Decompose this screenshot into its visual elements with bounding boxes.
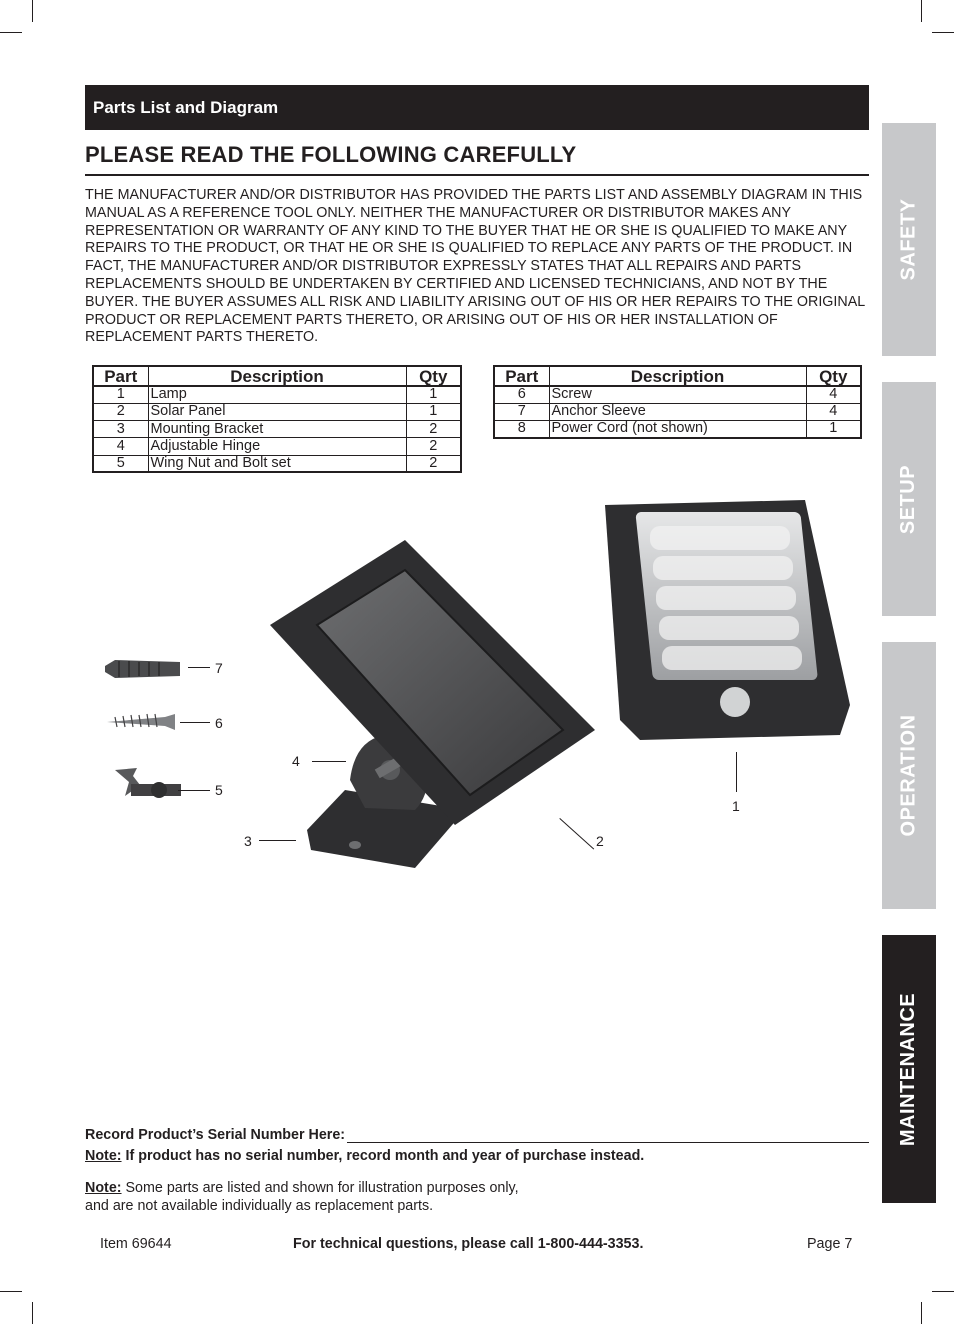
table-header-row [494, 366, 861, 386]
cell-description: Anchor Sleeve [549, 403, 806, 420]
cell-qty: 2 [406, 438, 461, 455]
cell-qty: 4 [806, 403, 861, 420]
cell-qty: 4 [806, 386, 861, 403]
cell-description: Solar Panel [148, 403, 406, 420]
parts-diagram [85, 490, 869, 880]
section-header: Parts List and Diagram [85, 85, 869, 130]
tab-safety[interactable] [882, 123, 936, 356]
parts-table-right [493, 365, 862, 439]
crop-mark [932, 1291, 954, 1292]
tab-operation[interactable] [882, 642, 936, 909]
anchor-sleeve-illustration [105, 660, 180, 678]
crop-mark [921, 0, 922, 22]
tab-setup[interactable] [882, 382, 936, 616]
cell-part: 2 [93, 403, 148, 420]
note-illustration [85, 1180, 585, 1215]
leader-line [178, 790, 210, 791]
table-row [93, 403, 461, 420]
leader-line [312, 761, 346, 762]
cell-description: Power Cord (not shown) [549, 421, 806, 438]
note-text: If product has no serial number, record month and year of purchase instead. [121, 1148, 645, 1164]
table-row [93, 455, 461, 472]
note-label: Note: [85, 1180, 122, 1196]
solar-panel-illustration [270, 540, 595, 825]
cell-part: 5 [93, 455, 148, 472]
callout-3: 3 [244, 833, 252, 849]
cell-qty: 2 [406, 421, 461, 438]
cell-part: 7 [494, 403, 549, 420]
note-text-line1: Some parts are listed and shown for illustration purposes only, [121, 1180, 519, 1196]
cell-description: Screw [549, 386, 806, 403]
note-serial [85, 1148, 644, 1164]
leader-line [180, 722, 210, 723]
callout-1: 1 [732, 798, 740, 814]
serial-label: Record Product’s Serial Number Here: [85, 1127, 346, 1143]
leader-line [188, 667, 210, 668]
table-header-row [93, 366, 461, 386]
header-description: Description [549, 366, 806, 386]
note-label: Note: [85, 1148, 122, 1164]
cell-description: Wing Nut and Bolt set [148, 455, 406, 472]
tab-safety-label: SAFETY [897, 198, 920, 281]
cell-description: Mounting Bracket [148, 421, 406, 438]
table-row [93, 421, 461, 438]
cell-part: 6 [494, 386, 549, 403]
callout-5: 5 [215, 782, 223, 798]
crop-mark [32, 0, 33, 22]
header-qty: Qty [806, 366, 861, 386]
crop-mark [921, 1302, 922, 1324]
leader-line [736, 752, 737, 792]
cell-qty: 1 [406, 386, 461, 403]
wing-nut-illustration [115, 768, 181, 798]
cell-part: 4 [93, 438, 148, 455]
cell-description: Adjustable Hinge [148, 438, 406, 455]
crop-mark [0, 32, 22, 33]
lamp-illustration [605, 500, 850, 740]
table-row [494, 386, 861, 403]
header-part: Part [93, 366, 148, 386]
tab-setup-label: SETUP [897, 464, 920, 534]
footer-page-number: Page 7 [807, 1236, 853, 1252]
leader-line [259, 840, 296, 841]
callout-2: 2 [596, 833, 604, 849]
page-title: PLEASE READ THE FOLLOWING CAREFULLY [85, 142, 869, 176]
header-qty: Qty [406, 366, 461, 386]
crop-mark [932, 32, 954, 33]
serial-number-field[interactable] [85, 1123, 869, 1143]
note-text-line2: and are not available individually as replacement parts. [85, 1197, 434, 1214]
cell-qty: 1 [806, 421, 861, 438]
tab-maintenance-label: MAINTENANCE [897, 992, 920, 1146]
footer-phone: For technical questions, please call 1-800-444-3353. [293, 1236, 644, 1252]
tab-maintenance[interactable] [882, 935, 936, 1203]
cell-qty: 2 [406, 455, 461, 472]
disclaimer-text: THE MANUFACTURER AND/OR DISTRIBUTOR HAS PROVIDED THE PARTS LIST AND ASSEMBLY DIAGRAM IN THIS MANUAL AS A REFERENCE TOOL ONLY. NEITHER THE MANUFACTURER OR DISTRIBUTOR MAKES ANY REPRESENTATION OR WARRANTY OF ANY KIND TO THE BUYER THAT HE OR SHE IS QUALIFIED TO MAKE ANY REPAIRS TO THE PRODUCT, OR THAT HE OR SHE IS QUALIFIED TO REPLACE ANY PARTS OF THE PRODUCT. IN FACT, THE MANUFACTURER AND/OR DISTRIBUTOR EXPRESSLY STATES THAT ALL REPAIRS AND PARTS REPLACEMENTS SHOULD BE UNDERTAKEN BY CERTIFIED AND LICENSED TECHNICIANS, AND NOT BY THE BUYER. THE BUYER ASSUMES ALL RISK AND LIABILITY ARISING OUT OF HIS OR HER REPAIRS TO THE ORIGINAL PRODUCT OR REPLACEMENT PARTS THERETO, OR ARISING OUT OF HIS OR HER INSTALLATION OF REPLACEMENT PARTS THERETO. [85, 187, 865, 346]
cell-part: 8 [494, 421, 549, 438]
table-row [494, 403, 861, 420]
header-description: Description [148, 366, 406, 386]
crop-mark [32, 1302, 33, 1324]
cell-part: 3 [93, 421, 148, 438]
table-row [494, 421, 861, 438]
callout-4: 4 [292, 753, 300, 769]
cell-qty: 1 [406, 403, 461, 420]
cell-part: 1 [93, 386, 148, 403]
tab-operation-label: OPERATION [897, 714, 920, 837]
table-row [93, 386, 461, 403]
callout-6: 6 [215, 715, 223, 731]
header-part: Part [494, 366, 549, 386]
footer-item-number: Item 69644 [100, 1236, 172, 1252]
table-row [93, 438, 461, 455]
crop-mark [0, 1291, 22, 1292]
parts-table-left [92, 365, 462, 473]
callout-7: 7 [215, 660, 223, 676]
serial-write-line[interactable] [347, 1128, 869, 1143]
screw-illustration [107, 714, 175, 730]
cell-description: Lamp [148, 386, 406, 403]
